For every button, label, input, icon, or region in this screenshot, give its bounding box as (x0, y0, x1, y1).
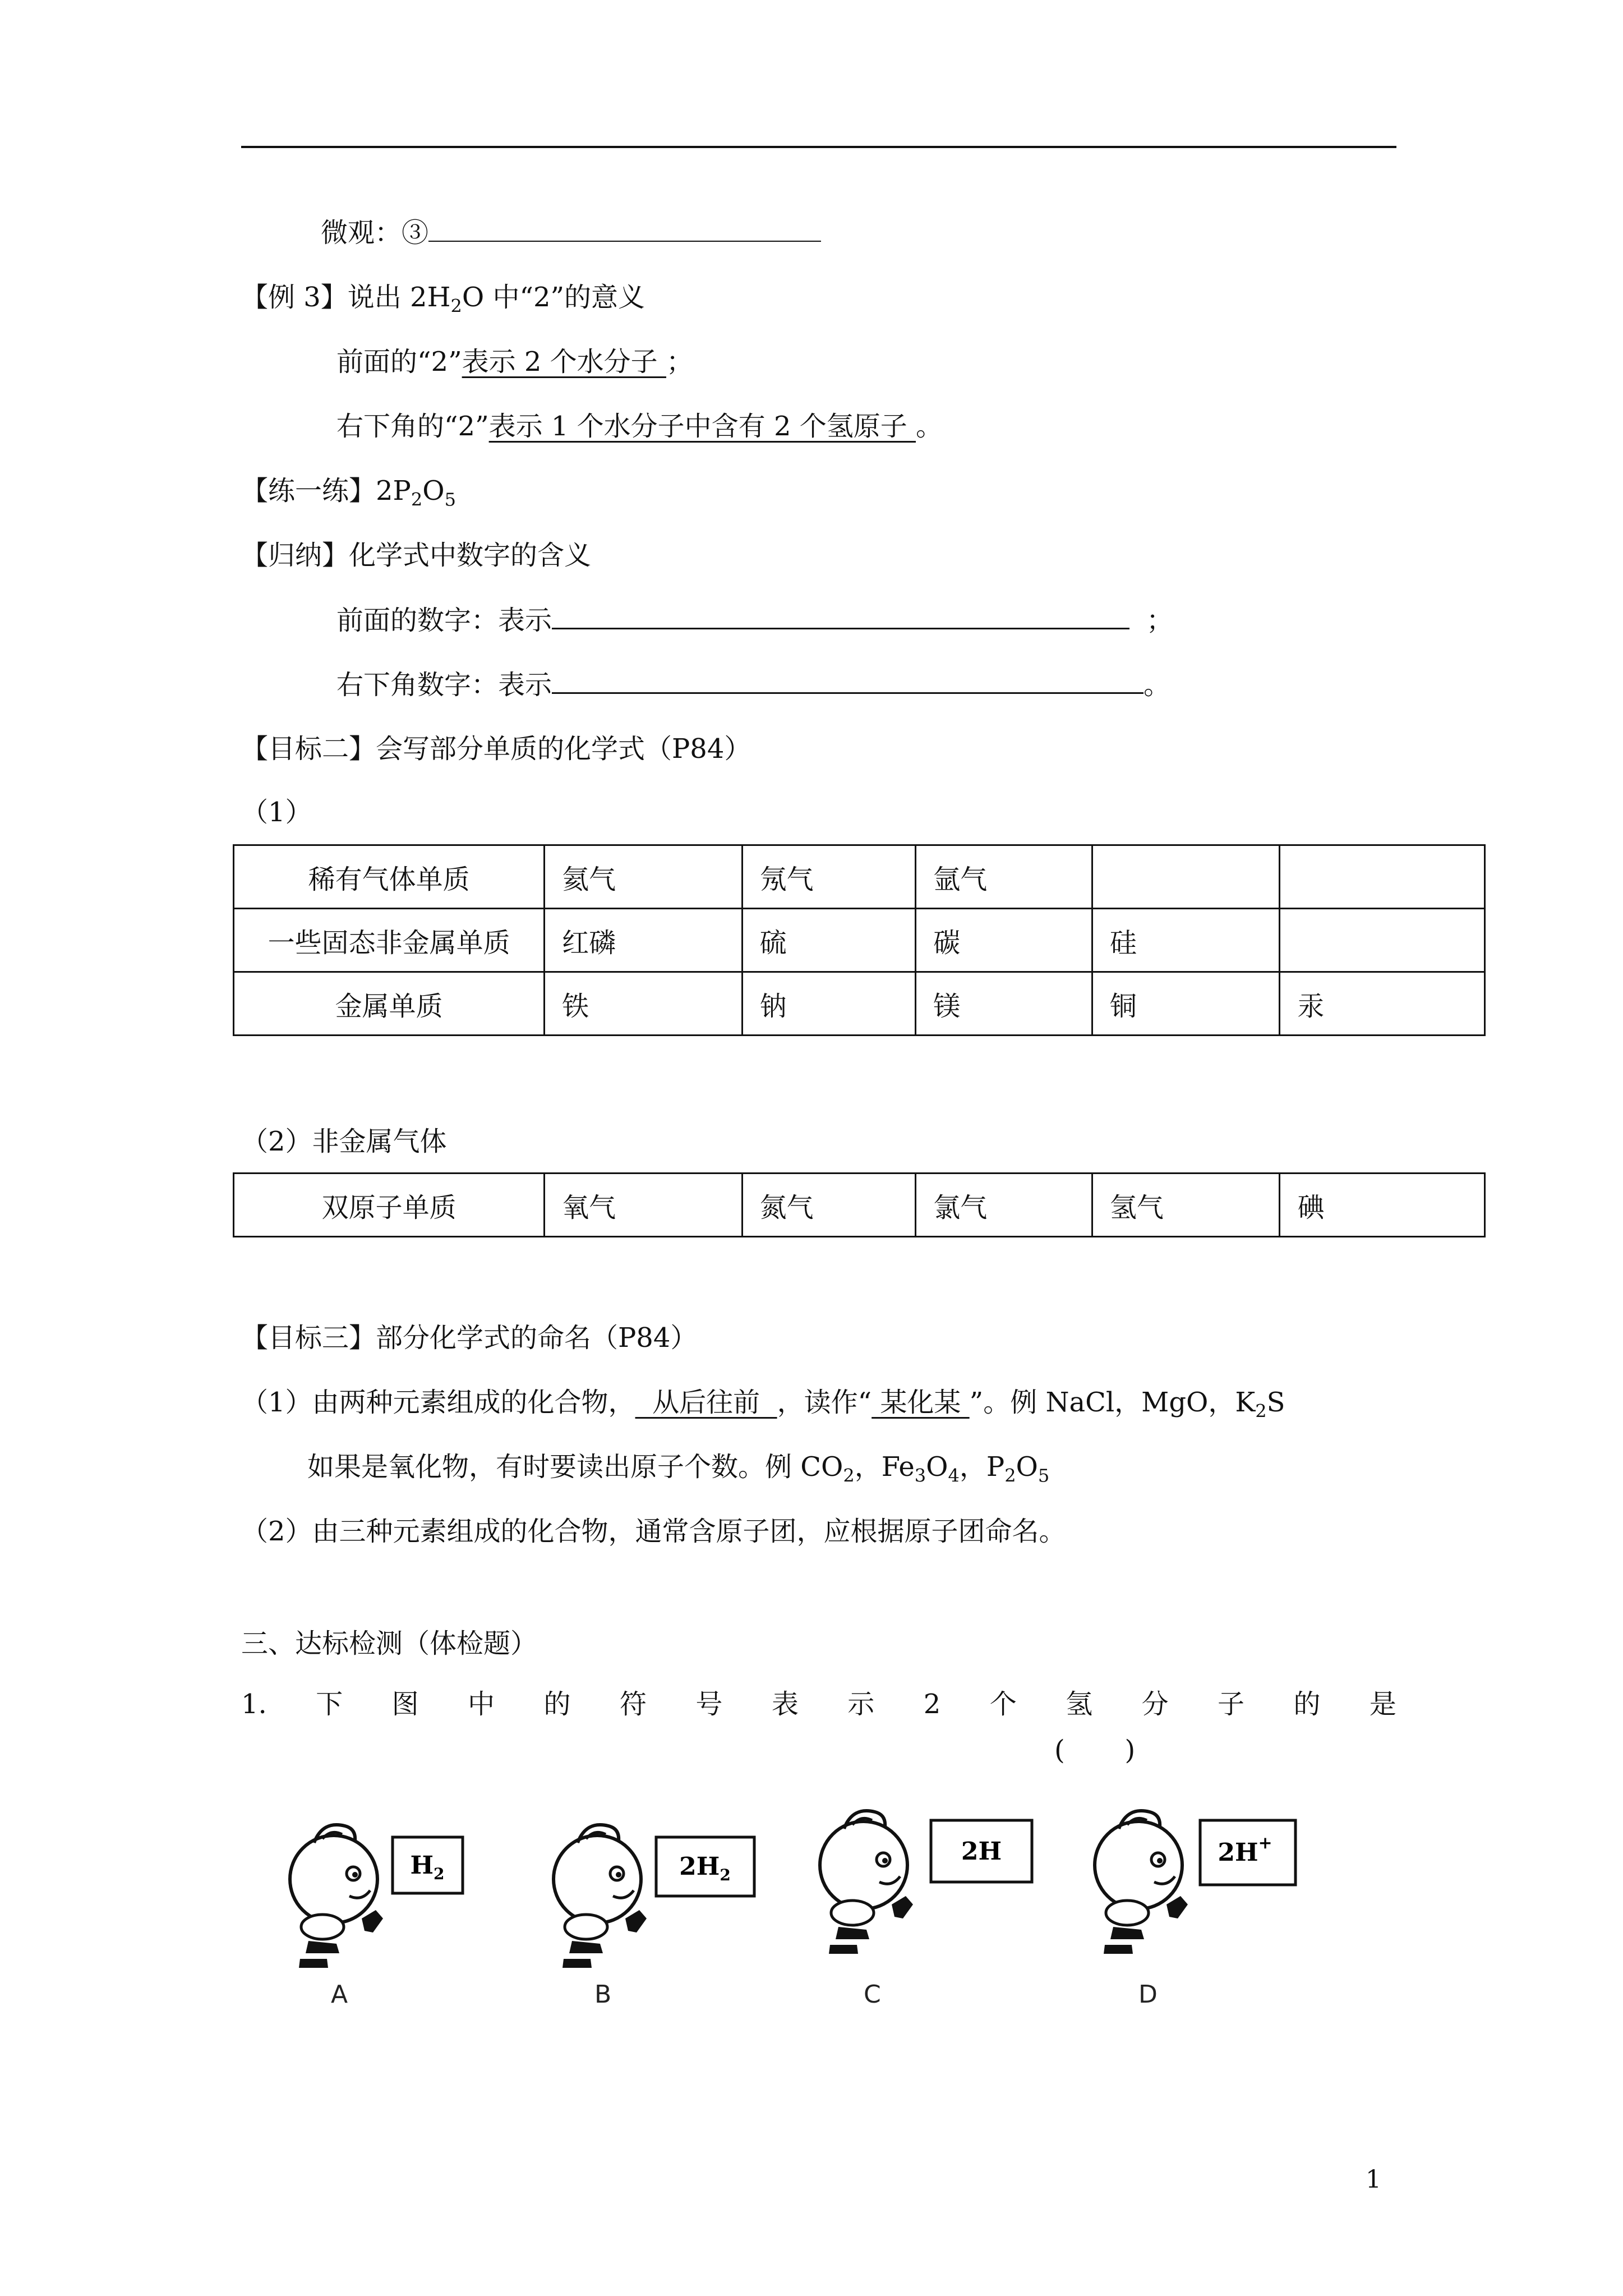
formula-label: $2H_2$ (679, 1852, 731, 1884)
table-cell: 氦气 (545, 845, 743, 909)
table-cell: 双原子单质 (234, 1174, 545, 1237)
example3-front-answer: 表示 2 个水分子 (462, 346, 666, 378)
table-cell: 碳 (916, 909, 1092, 972)
table-cell: 硫 (742, 909, 916, 972)
goal2-part2-label: （2）非金属气体 (241, 1126, 447, 1157)
figure-label-a: A (331, 1980, 348, 2009)
figure-b[interactable] (554, 1825, 754, 1968)
goal2-title: 【目标二】会写部分单质的化学式（P84） (241, 733, 751, 765)
goal3-title: 【目标三】部分化学式的命名（P84） (241, 1322, 698, 1354)
example3-front: 前面的“2”表示 2 个水分子 ； (336, 346, 693, 378)
mascot-icon (554, 1825, 647, 1968)
micro-label: 微观：③ (321, 217, 429, 249)
figure-d[interactable] (1095, 1811, 1295, 1954)
table-cell: 稀有气体单质 (234, 845, 545, 909)
table-cell: 红磷 (545, 909, 743, 972)
table-cell: 氖气 (742, 845, 916, 909)
figure-label-c: C (864, 1980, 881, 2009)
figure-c[interactable] (820, 1811, 1032, 1954)
goal3-line3: （2）由三种元素组成的化合物，通常含原子团，应根据原子团命名。 (241, 1516, 1066, 1547)
figure-label-d: D (1138, 1980, 1158, 2009)
goal3-line1: （1）由两种元素组成的化合物， 从后往前 ，读作“ 某化某 ”。例 NaCl，MgO，$K_2S$ (241, 1387, 1285, 1422)
mascot-icon (820, 1811, 913, 1954)
example3-lower-answer: 表示 1 个水分子中含有 2 个氢原子 (488, 411, 916, 442)
example3-title: 【例 3】说出 $2H_2O$ 中“2”的意义 (241, 282, 645, 317)
table-cell: 镁 (916, 972, 1092, 1036)
formula-label: $H_2$ (410, 1851, 445, 1883)
table-cell: 氢气 (1092, 1174, 1280, 1237)
figure-label-b: B (594, 1980, 612, 2009)
mascot-icon (1095, 1811, 1188, 1954)
figure-a[interactable] (290, 1825, 463, 1968)
table-cell: 氧气 (545, 1174, 743, 1237)
table-cell: 一些固态非金属单质 (234, 909, 545, 972)
table-cell: 碘 (1280, 1174, 1485, 1237)
summary-lower: 右下角数字：表示 。 (336, 668, 1170, 702)
practice-line: 【练一练】$2P_2O_5$ (241, 475, 456, 510)
table-cell: 氩气 (916, 845, 1092, 909)
table-cell: 硅 (1092, 909, 1280, 972)
goal2-part1-label: （1） (241, 797, 312, 828)
table-cell: 金属单质 (234, 972, 545, 1036)
table-cell: 钠 (742, 972, 916, 1036)
table-cell: 氯气 (916, 1174, 1092, 1237)
goal3-line2: 如果是氧化物，有时要读出原子个数。例 $CO_2$，$Fe_3O_4$，$P_2O_5$ (307, 1451, 1050, 1487)
section3-title: 三、达标检测（体检题） (241, 1628, 538, 1659)
table-cell: 铜 (1092, 972, 1280, 1036)
table-cell: 氮气 (742, 1174, 916, 1237)
question1-line: 1. 下 图 中 的 符 号 表 示 2 个 氢 分 子 的 是 (241, 1688, 1396, 1720)
mascot-icon (290, 1825, 383, 1968)
table-cell: 汞 (1280, 972, 1485, 1036)
formula-label: 2H+ (1218, 1833, 1272, 1867)
formula-label: 2H (961, 1837, 1002, 1866)
question1-paren[interactable]: ( ) (1054, 1734, 1136, 1766)
summary-front: 前面的数字：表示 ； (336, 603, 1173, 637)
page-number: 1 (1366, 2165, 1381, 2194)
summary-title: 【归纳】化学式中数字的含义 (241, 540, 592, 571)
table-cell: 铁 (545, 972, 743, 1036)
example3-lower: 右下角的“2”表示 1 个水分子中含有 2 个氢原子 。 (336, 411, 943, 442)
